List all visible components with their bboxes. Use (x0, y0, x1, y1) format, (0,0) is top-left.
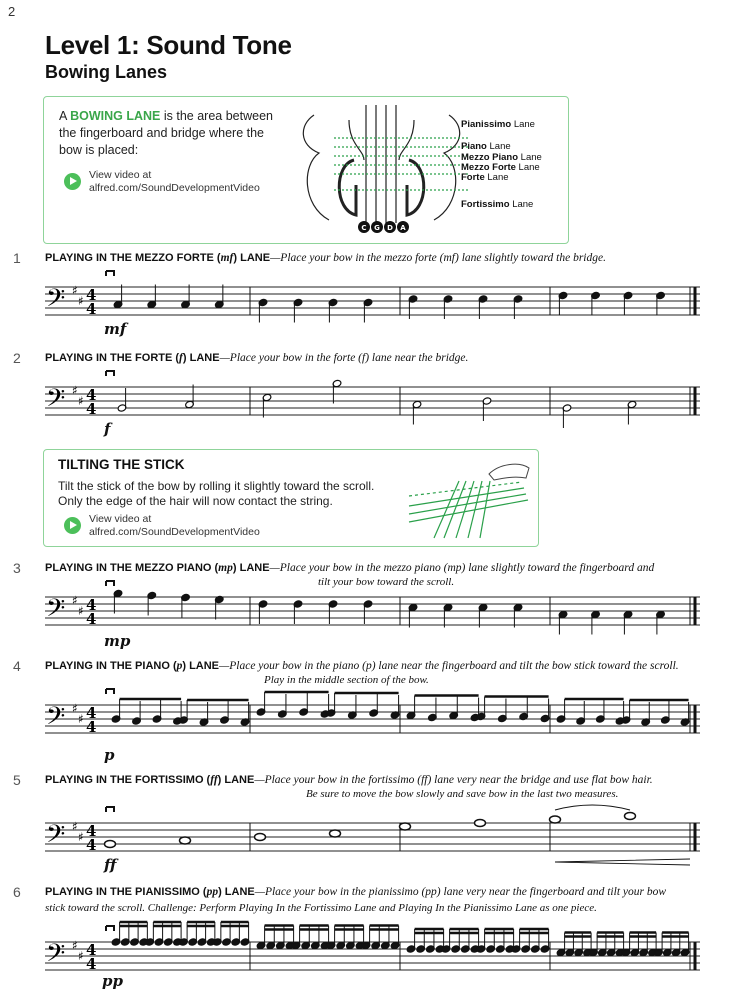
note-head (475, 820, 486, 827)
exercise-instruction: —Place your bow in the mezzo forte (mf) lane slightly toward the bridge. (270, 252, 606, 264)
exercise-number: 3 (13, 560, 21, 576)
time-signature-top: 4 (86, 286, 97, 304)
note-head (255, 834, 266, 841)
decrescendo-hairpin (555, 859, 690, 865)
svg-text:A: A (400, 224, 406, 232)
exercise-instruction: —Place your bow in the forte (f) lane near the bridge. (219, 352, 469, 364)
sharp-icon: ♯ (72, 383, 78, 398)
dynamic-marking: pp (102, 972, 123, 990)
bass-clef-icon: 𝄢 (46, 702, 66, 737)
exercise-number: 4 (13, 658, 21, 674)
play-video-icon[interactable] (64, 173, 81, 190)
sharp-icon: ♯ (78, 394, 84, 408)
sharp-icon: ♯ (72, 701, 78, 716)
sharp-icon: ♯ (72, 283, 78, 298)
music-staff (40, 815, 705, 875)
sharp-icon: ♯ (72, 938, 78, 953)
svg-text:D: D (387, 224, 393, 232)
sharp-icon: ♯ (78, 294, 84, 308)
exercise-instruction-continued: tilt your bow toward the scroll. (318, 576, 455, 588)
tilted-bow-illustration (404, 456, 534, 540)
exercise-number: 5 (13, 772, 21, 788)
bowing-lane-term: BOWING LANE (70, 109, 161, 123)
time-signature-top: 4 (86, 941, 97, 959)
time-signature-top: 4 (86, 704, 97, 722)
bass-clef-icon: 𝄢 (46, 284, 66, 319)
tilting-stick-box (43, 449, 539, 547)
page-title: Level 1: Sound Tone (45, 30, 292, 60)
lane-label-fortissimo: Fortissimo Lane (461, 199, 534, 210)
sharp-icon: ♯ (72, 593, 78, 608)
time-signature-bottom: 4 (86, 300, 97, 318)
bowing-lane-description: A BOWING LANE is the area between the fingerboard and bridge where the bow is placed: (59, 109, 273, 157)
down-bow-icon (106, 807, 114, 812)
music-staff (40, 589, 705, 649)
exercise-number: 1 (13, 250, 21, 266)
exercise-instruction-continued: Be sure to move the bow slowly and save bow in the last two measures. (306, 788, 619, 800)
tilting-stick-line2: Only the edge of the hair will now contact the string. (58, 494, 333, 508)
music-staff (40, 697, 705, 757)
down-bow-icon (106, 689, 114, 694)
exercise-heading: PLAYING IN THE MEZZO PIANO (mp) LANE—Place your bow in the mezzo piano (mp) lane slightly toward the fingerboard and (45, 562, 655, 574)
exercise-heading: PLAYING IN THE PIANISSIMO (pp) LANE—Place your bow in the pianissimo (pp) lane very near the fingerboard and tilt your bow (45, 886, 667, 898)
music-staff (40, 379, 705, 439)
down-bow-icon (106, 271, 114, 276)
bass-clef-icon: 𝄢 (46, 820, 66, 855)
down-bow-icon (106, 371, 114, 376)
lane-label-forte: Forte Lane (461, 172, 509, 183)
dynamic-marking: mf (104, 320, 127, 338)
note-head (400, 823, 411, 830)
exercise-instruction: —Place your bow in the pianissimo (pp) lane very near the fingerboard and tilt your bow (254, 886, 667, 898)
down-bow-icon (106, 926, 114, 931)
dynamic-marking: ff (104, 856, 117, 874)
lane-label-mezzo-forte: Mezzo Forte Lane (461, 162, 540, 173)
dynamic-marking: mp (104, 632, 131, 650)
note-head (550, 816, 561, 823)
lane-label-piano: Piano Lane (461, 141, 511, 152)
sharp-icon: ♯ (78, 830, 84, 844)
tilting-stick-line1: Tilt the stick of the bow by rolling it slightly toward the scroll. (58, 479, 375, 493)
lane-label-mezzo-piano: Mezzo Piano Lane (461, 152, 542, 163)
video-link[interactable]: View video at alfred.com/SoundDevelopmentVideo (89, 169, 260, 194)
time-signature-bottom: 4 (86, 718, 97, 736)
note-head (625, 813, 636, 820)
exercise-instruction: —Place your bow in the piano (p) lane near the fingerboard and tilt the bow stick toward the scroll. (219, 660, 679, 672)
tilting-stick-title: TILTING THE STICK (58, 457, 185, 472)
sharp-icon: ♯ (78, 712, 84, 726)
time-signature-top: 4 (86, 386, 97, 404)
exercise-instruction: —Place your bow in the mezzo piano (mp) lane slightly toward the fingerboard and (269, 562, 655, 574)
lane-label-pianissimo: Pianissimo Lane (461, 119, 535, 130)
exercise-heading: PLAYING IN THE PIANO (p) LANE—Place your bow in the piano (p) lane near the fingerboard and tilt the bow stick toward the scroll. (45, 660, 679, 672)
bass-clef-icon: 𝄢 (46, 594, 66, 629)
exercise-instruction-continued: Play in the middle section of the bow. (264, 674, 429, 686)
slur (555, 805, 630, 810)
sharp-icon: ♯ (78, 604, 84, 618)
svg-text:C: C (361, 224, 367, 232)
exercise-number: 2 (13, 350, 21, 366)
time-signature-bottom: 4 (86, 400, 97, 418)
dynamic-marking: p (104, 746, 115, 764)
svg-text:G: G (374, 224, 380, 232)
note-head (330, 830, 341, 837)
time-signature-top: 4 (86, 596, 97, 614)
cello-bridge-illustration (294, 105, 469, 235)
music-staff (40, 279, 705, 339)
page-number: 2 (8, 4, 16, 19)
note-head (105, 841, 116, 848)
play-video-icon[interactable] (64, 517, 81, 534)
dynamic-marking: f (104, 420, 111, 438)
down-bow-icon (106, 581, 114, 586)
exercise-heading: PLAYING IN THE FORTE (f) LANE—Place your bow in the forte (f) lane near the bridge. (45, 352, 469, 364)
exercise-heading: PLAYING IN THE MEZZO FORTE (mf) LANE—Place your bow in the mezzo forte (mf) lane slightly toward the bridge. (45, 252, 606, 264)
page-subtitle: Bowing Lanes (45, 62, 168, 82)
video-link[interactable]: View video at alfred.com/SoundDevelopmentVideo (89, 513, 260, 538)
sharp-icon: ♯ (72, 819, 78, 834)
bass-clef-icon: 𝄢 (46, 384, 66, 419)
exercise-heading: PLAYING IN THE FORTISSIMO (ff) LANE—Place your bow in the fortissimo (ff) lane very near the bridge and use flat bow hair. (45, 774, 653, 786)
time-signature-top: 4 (86, 822, 97, 840)
note-head (180, 837, 191, 844)
time-signature-bottom: 4 (86, 955, 97, 973)
time-signature-bottom: 4 (86, 610, 97, 628)
music-staff (40, 934, 705, 994)
sharp-icon: ♯ (78, 949, 84, 963)
bowing-lane-box (43, 96, 569, 244)
bass-clef-icon: 𝄢 (46, 939, 66, 974)
exercise-instruction-continued: stick toward the scroll. Challenge: Perform Playing In the Fortissimo Lane and Playing In the Pianissimo Lane as one piece. (45, 902, 597, 914)
exercise-number: 6 (13, 884, 21, 900)
exercise-instruction: —Place your bow in the fortissimo (ff) lane very near the bridge and use flat bow hair. (254, 774, 653, 786)
time-signature-bottom: 4 (86, 836, 97, 854)
